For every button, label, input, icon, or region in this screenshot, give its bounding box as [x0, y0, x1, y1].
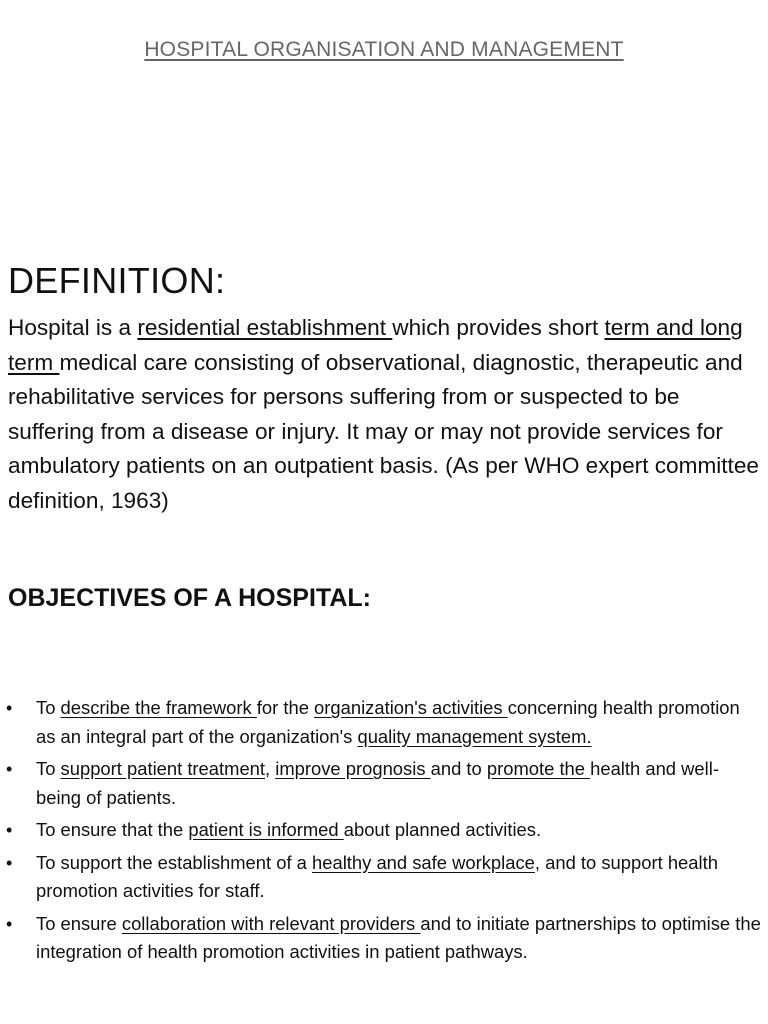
item-text: health and well-being of patients.: [36, 758, 719, 808]
list-item: [0, 816, 768, 845]
item-text: ,: [265, 758, 276, 779]
item-text: for the: [256, 697, 315, 718]
list-item: [0, 849, 768, 906]
item-text: and to initiate partnerships to optimise the integration of health promotion activities in patient pathways.: [36, 912, 761, 962]
list-item: [0, 694, 768, 751]
definition-text: which provides short: [392, 315, 605, 340]
item-underlined-text: support patient treatment: [60, 758, 266, 779]
bullet-icon: •: [6, 698, 13, 718]
item-underlined-text: patient is informed: [188, 819, 344, 840]
list-item: [0, 755, 768, 812]
definition-underlined-text: residential establishment: [137, 315, 393, 340]
page-title: HOSPITAL ORGANISATION AND MANAGEMENT: [144, 38, 624, 61]
definition-heading: DEFINITION:: [8, 260, 226, 301]
item-text: To: [36, 758, 61, 779]
bullet-icon: •: [6, 852, 13, 873]
item-underlined-text: collaboration with relevant providers: [121, 912, 421, 934]
definition-text: medical care consisting of observational, diagnostic, therapeutic and rehabilitative services for persons suffering from or suspected to be suffering from a disease or injury. It may or may not provide services for ambulatory patients on an outpatient basis. (As per WHO expert committee definition, 1963): [8, 349, 759, 513]
item-underlined-text: improve prognosis: [275, 758, 431, 779]
list-item: [0, 910, 768, 967]
definition-text: Hospital is a: [8, 315, 138, 340]
item-text: about planned activities.: [343, 819, 542, 840]
bullet-icon: •: [6, 913, 13, 934]
item-underlined-text: describe the framework: [60, 697, 257, 718]
item-text: , and to support health promotion activities for staff.: [36, 851, 718, 901]
bullet-icon: •: [6, 759, 13, 779]
item-underlined-text: organization's activities: [314, 697, 508, 718]
item-underlined-text: quality management system.: [357, 725, 592, 747]
item-text: To ensure that the: [36, 819, 189, 840]
item-text: To: [36, 697, 61, 718]
item-underlined-text: promote the: [486, 758, 591, 779]
item-text: To support the establishment of a: [36, 851, 313, 873]
definition-underlined-text: term and long term: [8, 315, 743, 375]
objectives-heading: OBJECTIVES OF A HOSPITAL:: [8, 584, 371, 612]
objectives-list: [0, 694, 768, 971]
item-text: and to: [430, 758, 487, 779]
definition-paragraph: [8, 311, 760, 518]
bullet-icon: •: [6, 820, 13, 840]
item-text: concerning health promotion as an integral part of the organization's: [36, 697, 740, 747]
item-text: To ensure: [36, 912, 122, 934]
item-underlined-text: healthy and safe workplace: [312, 851, 535, 873]
